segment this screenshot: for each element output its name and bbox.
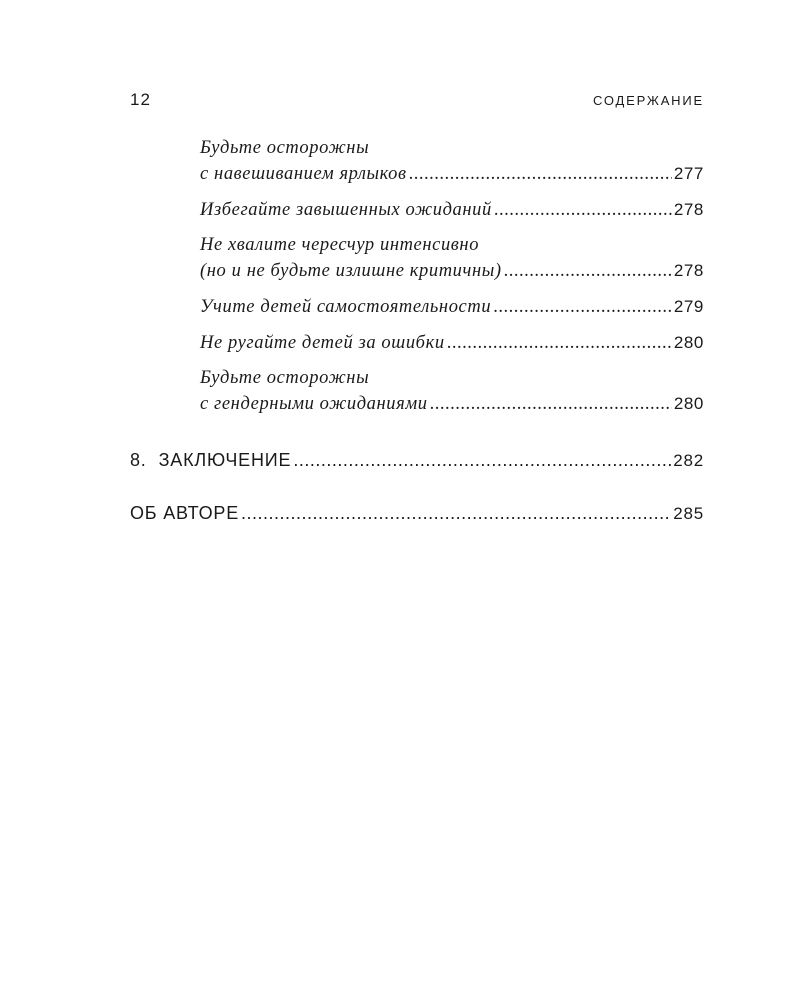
running-head xyxy=(130,90,704,112)
toc-entry-text: Избегайте завышенных ожиданий xyxy=(200,200,492,220)
dot-leader xyxy=(447,331,672,356)
toc-chapters xyxy=(130,446,704,527)
dot-leader xyxy=(430,392,672,417)
toc-entry-line xyxy=(200,233,704,258)
toc-entry-text: Не хвалите чересчур интенсивно xyxy=(200,235,480,255)
toc-page-number: 278 xyxy=(673,200,704,219)
toc-entry-line xyxy=(200,366,704,391)
toc-entry-text: Учите детей самостоятельности xyxy=(200,297,492,317)
toc-entry[interactable] xyxy=(200,197,704,222)
toc-entry[interactable] xyxy=(200,233,704,283)
toc-page-number: 285 xyxy=(673,504,704,523)
toc-entry-text: Не ругайте детей за ошибки xyxy=(200,333,445,353)
toc-entry-line xyxy=(200,330,704,355)
toc-entry[interactable] xyxy=(200,366,704,416)
toc-chapter-conclusion[interactable] xyxy=(130,446,704,474)
toc-entry-line xyxy=(200,294,704,319)
chapter-title: ОБ АВТОРЕ xyxy=(130,503,240,523)
page-number: 12 xyxy=(130,90,151,109)
toc-entry-line xyxy=(200,161,704,186)
dot-leader xyxy=(241,499,671,527)
toc-entry-line xyxy=(200,197,704,222)
toc-entry-text: Будьте осторожны xyxy=(200,138,370,158)
toc-entry-line xyxy=(200,391,704,416)
toc-entry-text: Будьте осторожны xyxy=(200,368,370,388)
toc-subentries xyxy=(200,136,704,416)
toc-entry-line xyxy=(200,258,704,283)
toc-page-number: 278 xyxy=(673,261,704,280)
section-title: СОДЕРЖАНИЕ xyxy=(592,93,704,108)
table-of-contents xyxy=(130,136,704,552)
toc-entry[interactable] xyxy=(200,294,704,319)
chapter-title: ЗАКЛЮЧЕНИЕ xyxy=(158,450,292,470)
toc-page-number: 280 xyxy=(673,333,704,352)
toc-page-number: 277 xyxy=(673,164,704,183)
toc-entry-text: (но и не будьте излишне критичны) xyxy=(200,261,502,281)
dot-leader xyxy=(493,295,672,320)
toc-page-number: 282 xyxy=(673,451,704,470)
toc-entry-text: с гендерными ожиданиями xyxy=(200,394,428,414)
toc-chapter-about-author[interactable] xyxy=(130,499,704,527)
dot-leader xyxy=(494,198,672,223)
dot-leader xyxy=(409,162,672,187)
toc-entry[interactable] xyxy=(200,136,704,186)
toc-page-number: 280 xyxy=(673,394,704,413)
chapter-number: 8. xyxy=(130,450,147,470)
toc-page-number: 279 xyxy=(673,297,704,316)
dot-leader xyxy=(293,446,671,474)
toc-entry-text: с навешиванием ярлыков xyxy=(200,164,407,184)
toc-entry-line xyxy=(200,136,704,161)
dot-leader xyxy=(504,259,672,284)
toc-entry[interactable] xyxy=(200,330,704,355)
